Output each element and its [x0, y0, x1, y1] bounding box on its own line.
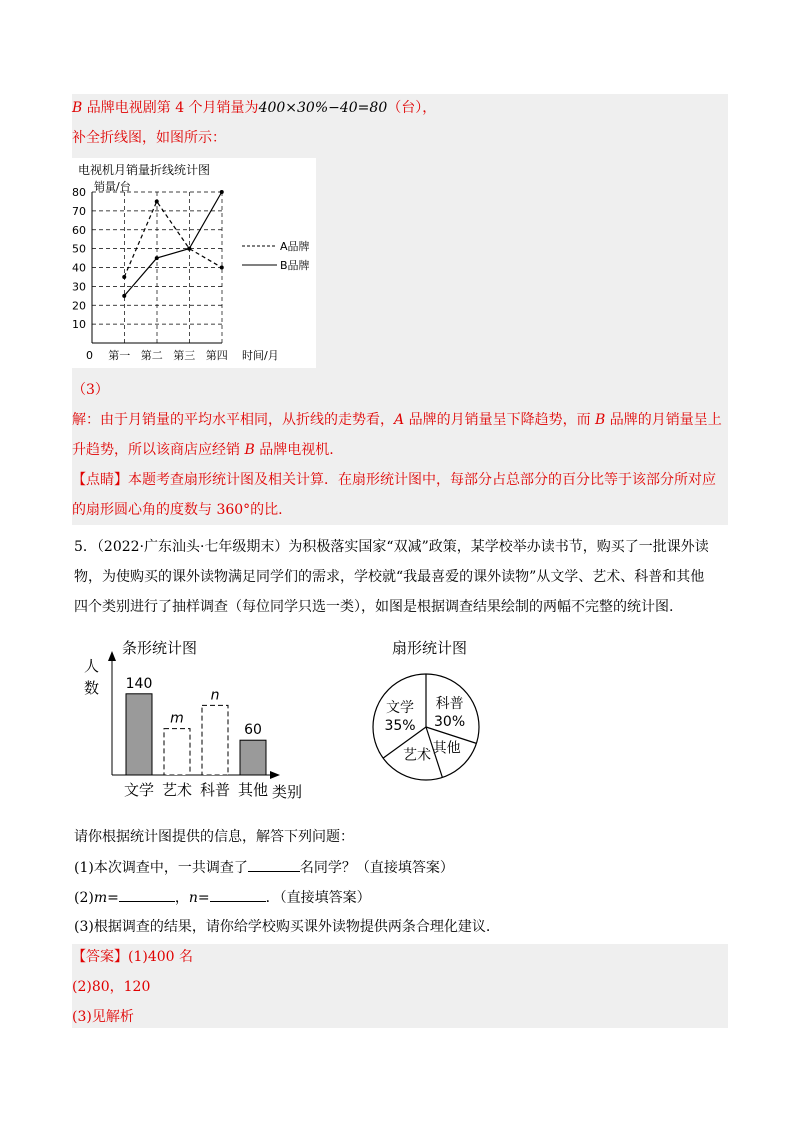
bar-category-label: 科普 — [199, 781, 231, 799]
solution-1a: 解：由于月销量的平均水平相同，从折线的走势看， — [72, 412, 394, 428]
pie-label-科普: 科普 — [435, 695, 464, 712]
line-chart-xtick: 第二 — [140, 349, 163, 362]
pie-label-其他: 其他 — [432, 740, 461, 757]
solution-2b: B — [244, 442, 255, 458]
question-2 — [74, 887, 371, 908]
bar-艺术 — [164, 729, 190, 775]
pie-label-艺术: 艺术 — [402, 747, 431, 764]
comment-tag: 【点睛】 — [72, 472, 128, 488]
comment-line-2: 的扇形圆心角的度数与 360°的比. — [72, 502, 283, 518]
solution-2c: 品牌电视机. — [254, 442, 334, 458]
q1-blank[interactable] — [248, 857, 300, 872]
solution-1e: 品牌的月销量呈上 — [605, 412, 722, 428]
b-sales-text: 品牌电视剧第 4 个月销量为 — [82, 100, 259, 116]
bar-chart-ylabel-2: 数 — [84, 679, 100, 697]
pie-percent-文学: 35% — [384, 717, 416, 734]
line-point-b — [187, 247, 191, 251]
q2-m-blank[interactable] — [119, 887, 175, 902]
q2-eq1: = — [107, 890, 119, 906]
legend-b-label: B品牌 — [280, 259, 310, 272]
line-chart-ytick: 70 — [72, 204, 86, 218]
line-chart-ytick: 40 — [72, 261, 86, 275]
line-chart-ytick: 80 — [72, 186, 86, 199]
line-chart-ytick: 30 — [72, 280, 86, 294]
q2-m: m — [93, 890, 108, 906]
answer-line-1 — [72, 947, 193, 967]
bar-value-label: m — [170, 710, 184, 727]
solution-1b: A — [394, 412, 405, 428]
line-chart-ytick: 60 — [72, 223, 86, 237]
solution-line-2 — [72, 440, 334, 460]
line-chart-ytick: 20 — [72, 299, 86, 313]
line-chart-xtick: 第四 — [205, 349, 228, 362]
part3-label: （3） — [72, 382, 109, 398]
line-point-b — [220, 190, 224, 194]
pie-label-文学: 文学 — [386, 699, 415, 716]
comment-line-1 — [72, 470, 716, 490]
bar-value-label: 140 — [125, 675, 153, 692]
answer-line-2: (2)80，120 — [72, 979, 151, 995]
bar-chart-y-arrow — [108, 651, 116, 661]
q2-n: n — [188, 890, 198, 906]
line-chart-xtick: 第三 — [173, 349, 196, 362]
question-prompt: 请你根据统计图提供的信息，解答下列问题： — [74, 829, 354, 845]
q2-comma: ， — [174, 890, 189, 906]
line-chart-origin: 0 — [86, 349, 93, 362]
bar-value-label: n — [210, 687, 220, 704]
problem5-line2: 物，为使购买的课外读物满足同学们的需求，学校就“我最喜爱的课外读物”从文学、艺术、科普和其他 — [74, 569, 705, 585]
line-point-a — [220, 266, 224, 270]
answer-tag: 【答案】 — [72, 949, 128, 965]
bar-文学 — [126, 694, 152, 775]
brand-b-letter: B — [72, 100, 83, 116]
bar-chart-title: 条形统计图 — [122, 639, 198, 657]
pie-chart-title: 扇形统计图 — [392, 639, 468, 657]
q2-eq2: = — [197, 890, 210, 906]
b-sales-unit: （台）， — [387, 100, 437, 116]
q1-text-b: 名同学？（直接填答案） — [299, 860, 454, 876]
line-chart — [72, 158, 316, 368]
pie-percent-科普: 30% — [434, 713, 466, 730]
q2-n-blank[interactable] — [210, 887, 266, 902]
solution-2a: 升趋势，所以该商店应经销 — [72, 442, 245, 458]
pie-chart — [368, 637, 508, 787]
answer-1: (1)400 名 — [128, 949, 194, 965]
question-1 — [74, 857, 454, 878]
line-chart-xtick: 第一 — [108, 349, 131, 362]
line-point-b — [155, 256, 159, 260]
b-sales-formula: 400×30%−40=80 — [258, 100, 388, 116]
q2-suffix: ．（直接填答案） — [265, 890, 371, 906]
bar-chart-x-arrow — [270, 771, 280, 779]
complete-chart-line: 补全折线图，如图所示： — [72, 130, 226, 146]
bar-chart-xlabel: 类别 — [272, 783, 303, 801]
solution-1c: 品牌的月销量呈下降趋势，而 — [404, 412, 596, 428]
bar-chart-ylabel-1: 人 — [84, 657, 100, 675]
line-chart-ylabel: 销量/台 — [94, 180, 131, 193]
comment-text-1: 本题考查扇形统计图及相关计算．在扇形统计图中，每部分占总部分的百分比等于该部分所对应 — [128, 472, 716, 488]
solution-line-1 — [72, 410, 722, 430]
bar-其他 — [240, 740, 266, 775]
line-point-a — [155, 199, 159, 203]
legend-a-label: A品牌 — [280, 240, 310, 253]
solution-1d: B — [595, 412, 606, 428]
problem5-line1: 5．（2022·广东汕头·七年级期末）为积极落实国家“双减”政策，某学校举办读书节，购买了一批课外读 — [74, 539, 709, 555]
bar-category-label: 文学 — [123, 781, 155, 799]
bar-category-label: 艺术 — [161, 781, 193, 799]
question-3: (3)根据调查的结果，请你给学校购买课外读物提供两条合理化建议. — [74, 919, 491, 935]
q2-prefix: (2) — [74, 890, 94, 906]
line-chart-xlabel: 时间/月 — [242, 349, 279, 362]
line-chart-ytick: 50 — [72, 242, 86, 256]
b-sales-line — [72, 98, 436, 118]
line-chart-title: 电视机月销量折线统计图 — [78, 163, 211, 177]
answer-line-3: (3)见解析 — [72, 1009, 134, 1025]
bar-科普 — [202, 705, 228, 775]
line-point-a — [122, 275, 126, 279]
bar-value-label: 60 — [244, 722, 262, 739]
line-chart-ytick: 10 — [72, 318, 86, 332]
problem5-line3: 四个类别进行了抽样调查（每位同学只选一类），如图是根据调查结果绘制的两幅不完整的统计图. — [74, 599, 674, 615]
line-point-b — [122, 294, 126, 298]
bar-category-label: 其他 — [237, 781, 269, 799]
q1-text-a: (1)本次调查中，一共调查了 — [74, 860, 248, 876]
bar-chart — [82, 637, 322, 807]
